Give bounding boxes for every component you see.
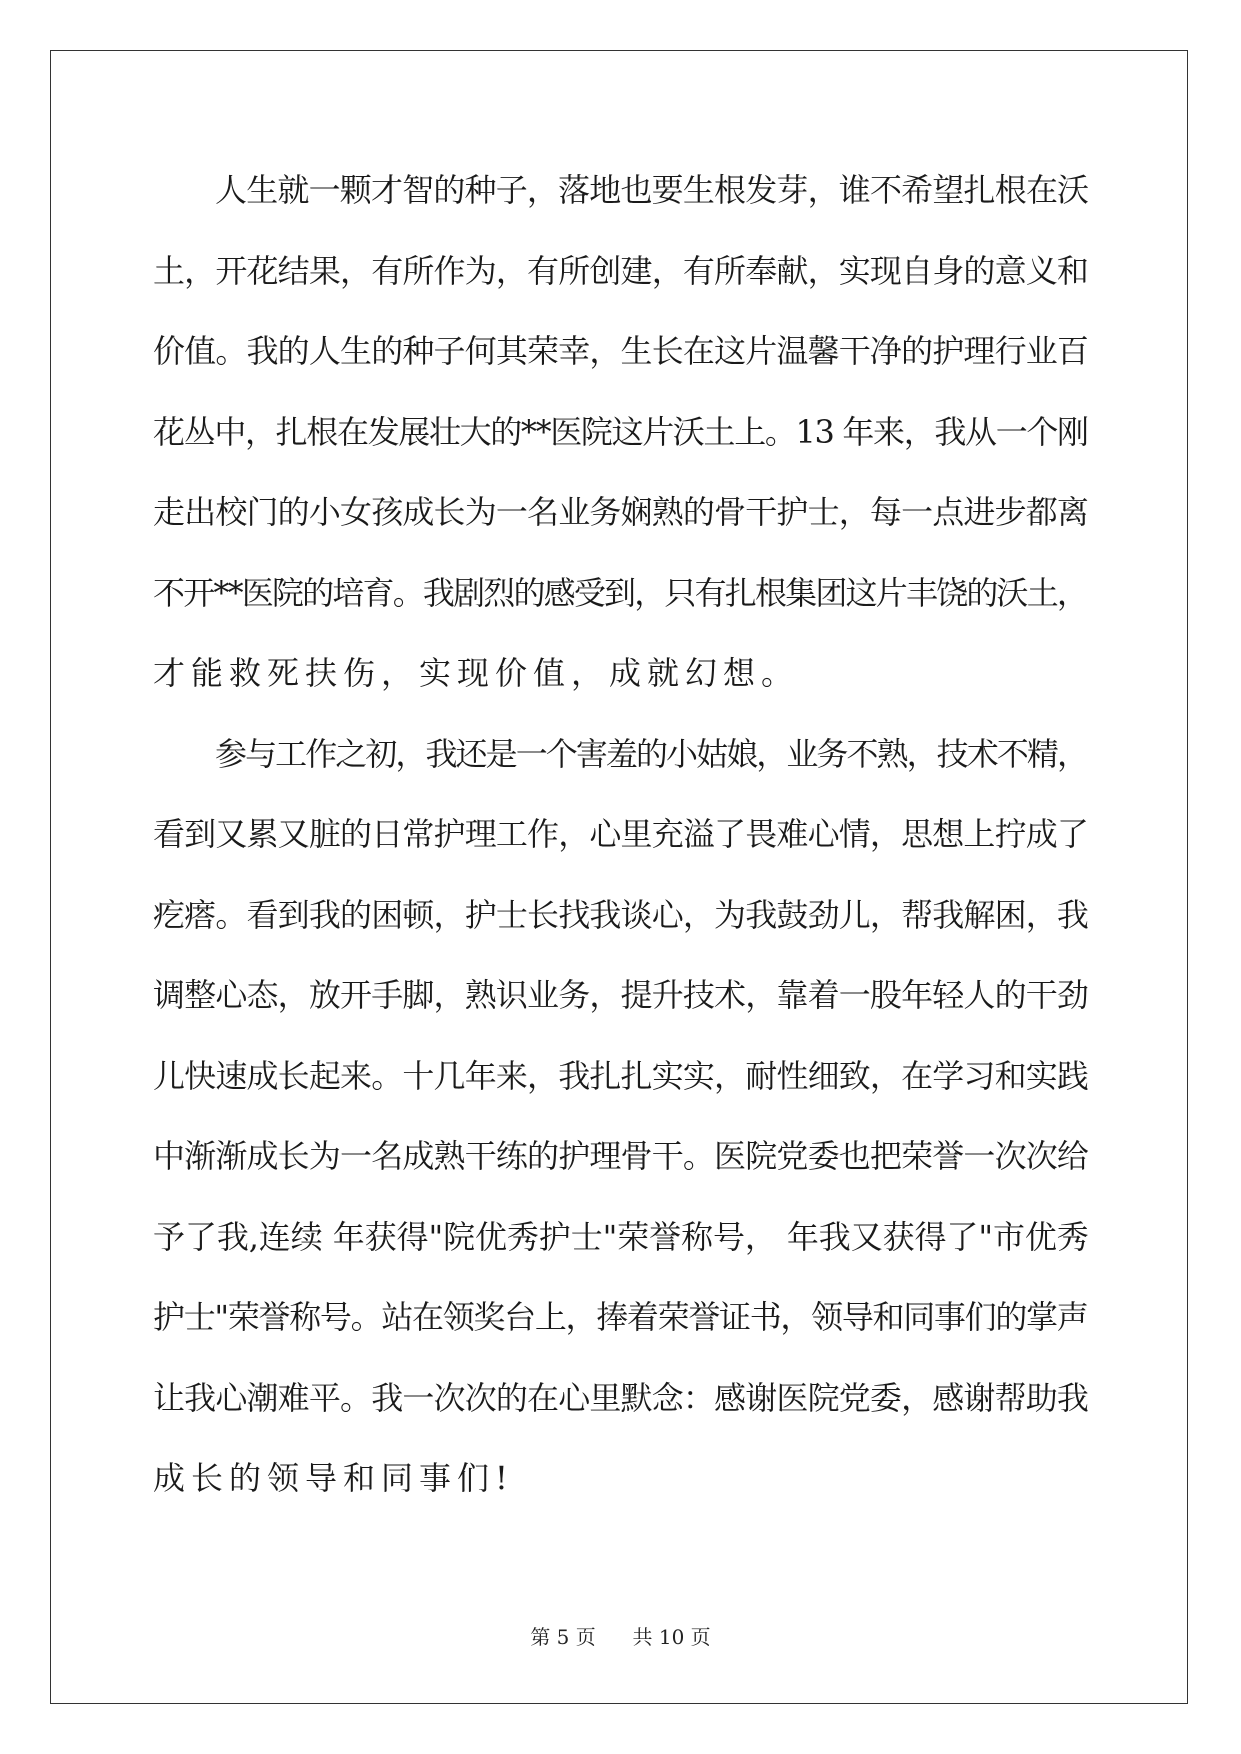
- text-line: 走出校门的小女孩成长为一名业务娴熟的骨干护士，每一点进步都离: [153, 493, 1089, 531]
- page-footer: [0, 1625, 1241, 1649]
- document-body: [153, 162, 1089, 1531]
- text-line: 土，开花结果，有所作为，有所创建，有所奉献，实现自身的意义和: [153, 251, 1089, 290]
- text-line: 成长的领导和同事们!: [153, 1459, 514, 1497]
- text-line: 人生就一颗才智的种子，落地也要生根发芽，谁不希望扎根在沃: [215, 171, 1089, 209]
- text-line: 儿快速成长起来。十几年来，我扎扎实实，耐性细致，在学习和实践: [153, 1056, 1089, 1095]
- text-line: 看到又累又脏的日常护理工作，心里充溢了畏难心情，思想上拧成了: [153, 815, 1089, 853]
- text-line: 才能救死扶伤，实现价值，成就幻想。: [153, 654, 800, 692]
- page-total: 共 10 页: [632, 1625, 711, 1649]
- text-line: 参与工作之初，我还是一个害羞的小姑娘，业务不熟，技术不精，: [215, 734, 1088, 773]
- page-number: 第 5 页: [530, 1625, 596, 1649]
- text-line: 调整心态，放开手脚，熟识业务，提升技术，靠着一股年轻人的干劲: [153, 976, 1089, 1014]
- text-line: 不开**医院的培育。我剧烈的感受到，只有扎根集团这片丰饶的沃土，: [153, 573, 1088, 612]
- text-line: 让我心潮难平。我一次次的在心里默念：感谢医院党委，感谢帮助我: [153, 1378, 1089, 1417]
- text-line: 疙瘩。看到我的困顿，护士长找我谈心，为我鼓劲儿，帮我解困，我: [153, 895, 1089, 934]
- text-line: 花丛中，扎根在发展壮大的**医院这片沃土上。13 年来，我从一个刚: [153, 412, 1088, 451]
- text-line: 价值。我的人生的种子何其荣幸，生长在这片温馨干净的护理行业百: [153, 332, 1089, 370]
- text-line: 护士"荣誉称号。站在领奖台上，捧着荣誉证书，领导和同事们的掌声: [153, 1298, 1088, 1336]
- text-line: 予了我,连续 年获得"院优秀护士"荣誉称号， 年我又获得了"市优秀: [153, 1217, 1089, 1256]
- text-line: 中渐渐成长为一名成熟干练的护理骨干。医院党委也把荣誉一次次给: [153, 1137, 1089, 1175]
